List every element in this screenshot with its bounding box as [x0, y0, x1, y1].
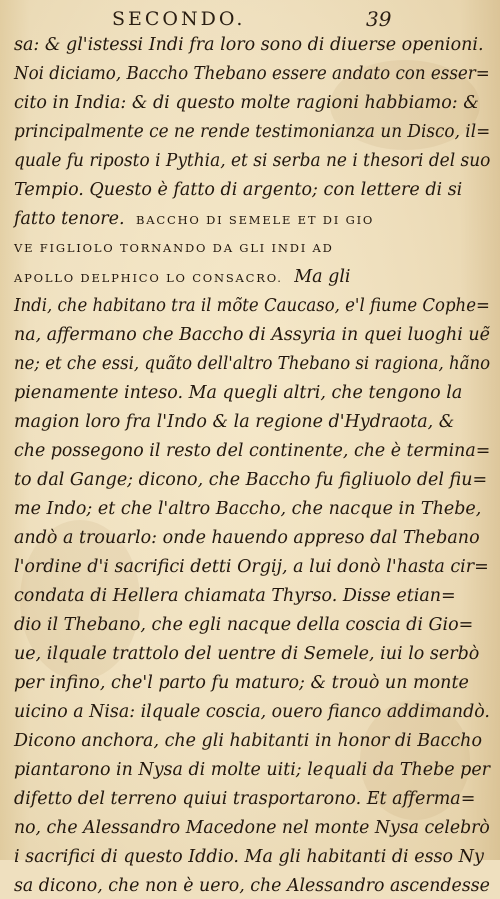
- text-line: l'ordine d'i sacrifici detti Orgij, a lui donò l'hasta cir=: [14, 557, 489, 577]
- text-line: dio il Thebano, che egli nacque della coscia di Gio=: [14, 615, 474, 635]
- text-line: che possegono il resto del continente, che è termina=: [14, 441, 491, 461]
- text-line: me Indo; et che l'altro Baccho, che nacque in Thebe,: [14, 499, 482, 519]
- running-head: SECONDO.: [112, 8, 246, 30]
- text-line: sa dicono, che non è uero, che Alessandro ascendesse: [14, 876, 490, 896]
- text-line: uicino a Nisa: ilquale coscia, ouero fianco addimandò.: [14, 702, 490, 722]
- text-line: cito in India: & di questo molte ragioni habbiamo: &: [14, 93, 479, 113]
- page-header: [0, 4, 500, 34]
- text-line: Indi, che habitano tra il mõte Caucaso, e'l fiume Cophe=: [14, 296, 490, 316]
- text-line: difetto del terreno quiui trasportarono. Et afferma=: [14, 789, 476, 809]
- text-line: piantarono in Nysa di molte uiti; lequali da Thebe per: [14, 760, 491, 780]
- inscription-text: BACCHO DI SEMELE ET DI GIO: [136, 213, 375, 227]
- inscription-line: [14, 206, 374, 232]
- text-line: ne; et che essi, quãto dell'altro Thebano si ragiona, hãno: [14, 354, 491, 374]
- text-line: per infino, che'l parto fu maturo; & trouò un monte: [14, 673, 469, 693]
- text-line: pienamente inteso. Ma quegli altri, che tengono la: [14, 383, 463, 403]
- text-fragment: Ma gli: [294, 267, 351, 287]
- text-line: Noi diciamo, Baccho Thebano essere andato con esser=: [14, 64, 490, 84]
- text-line: condata di Hellera chiamata Thyrso. Disse etian=: [14, 586, 456, 606]
- text-line: i sacrifici di questo Iddio. Ma gli habitanti di esso Ny: [14, 847, 484, 867]
- text-line: quale fu riposto i Pythia, et si serba ne i thesori del suo: [14, 151, 491, 171]
- text-line: Tempio. Questo è fatto di argento; con lettere di si: [14, 180, 463, 200]
- inscription-intro: fatto tenore.: [14, 209, 125, 229]
- inscription-line: [14, 264, 351, 290]
- text-line: principalmente ce ne rende testimonianza un Disco, il=: [14, 122, 491, 142]
- text-line: no, che Alessandro Macedone nel monte Nysa celebrò: [14, 818, 490, 838]
- text-line: magion loro fra l'Indo & la regione d'Hydraota, &: [14, 412, 455, 432]
- text-line: sa: & gl'istessi Indi fra loro sono di diuerse openioni.: [14, 35, 484, 55]
- text-line: na, affermano che Baccho di Assyria in quei luoghi uẽ: [14, 325, 490, 345]
- page-number: 39: [366, 7, 392, 31]
- text-line: ue, ilquale trattolo del uentre di Semele, iui lo serbò: [14, 644, 480, 664]
- text-line: to dal Gange; dicono, che Baccho fu figliuolo del fiu=: [14, 470, 488, 490]
- text-line: Dicono anchora, che gli habitanti in honor di Baccho: [14, 731, 482, 751]
- inscription-line: VE FIGLIOLO TORNANDO DA GLI INDI AD: [14, 241, 334, 255]
- text-line: andò a trouarlo: onde hauendo appreso dal Thebano: [14, 528, 480, 548]
- inscription-text: APOLLO DELPHICO LO CONSACRO.: [14, 271, 283, 285]
